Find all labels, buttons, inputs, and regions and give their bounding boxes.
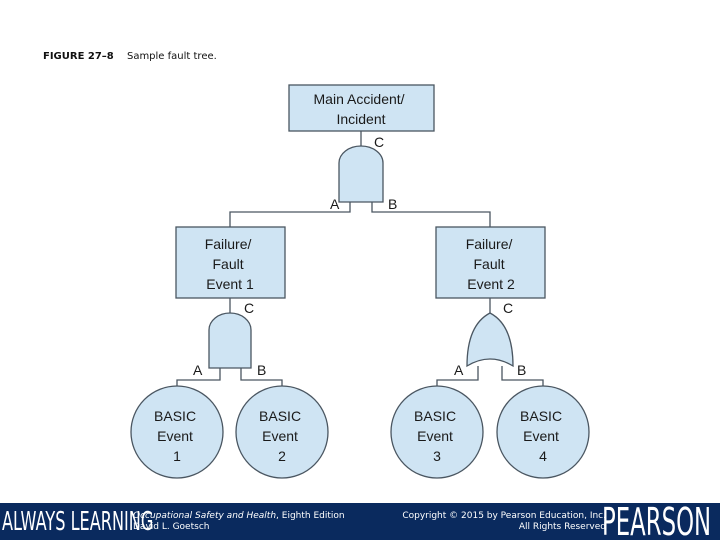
basic-event-4-line1: BASIC [520, 408, 563, 424]
left-event-line1: Failure/ [204, 236, 252, 252]
basic-event-3-line3: 3 [433, 448, 441, 464]
top-event-line2: Incident [336, 111, 386, 127]
right-event-line2: Fault [473, 256, 505, 272]
gate-top-input-b-label: B [388, 196, 398, 212]
left-event-line2: Fault [212, 256, 244, 272]
gate-left-input-b-label: B [257, 362, 267, 378]
book-edition: , Eighth Edition [276, 511, 345, 521]
top-event-line1: Main Accident/ [313, 91, 405, 107]
left-event-line3: Event 1 [206, 276, 254, 292]
basic-event-4-line2: Event [523, 428, 559, 444]
or-gate-right [467, 313, 513, 366]
pearson-logo: PEARSON [602, 500, 712, 544]
basic-event-4-line3: 4 [539, 448, 547, 464]
always-learning-logo: ALWAYS LEARNING [2, 507, 154, 537]
book-author: David L. Goetsch [133, 522, 210, 532]
gate-right-input-a-label: A [454, 362, 464, 378]
figure-label: FIGURE 27–8 [43, 51, 114, 62]
gate-left-input-a-label: A [193, 362, 203, 378]
copyright-text: Copyright © 2015 by Pearson Education, Inc. [402, 511, 606, 521]
basic-event-2-line1: BASIC [259, 408, 302, 424]
basic-event-1-line3: 1 [173, 448, 181, 464]
book-info [133, 511, 345, 533]
figure-title: Sample fault tree. [126, 51, 217, 62]
right-event-line1: Failure/ [465, 236, 513, 252]
basic-event-1-line2: Event [157, 428, 193, 444]
basic-event-3-line1: BASIC [414, 408, 457, 424]
rights-text: All Rights Reserved [518, 522, 606, 532]
book-title: Occupational Safety and Health [133, 511, 277, 521]
gate-right-input-b-label: B [517, 362, 527, 378]
and-gate-top [339, 146, 383, 202]
copyright-info [402, 511, 606, 533]
gate-right-output-label: C [503, 300, 514, 316]
gate-top-input-a-label: A [330, 196, 340, 212]
gate-left-output-label: C [244, 300, 255, 316]
basic-event-1-line1: BASIC [154, 408, 197, 424]
basic-event-2-line3: 2 [278, 448, 286, 464]
gate-top-output-label: C [374, 134, 385, 150]
basic-event-3-line2: Event [417, 428, 453, 444]
right-event-line3: Event 2 [467, 276, 515, 292]
basic-event-2-line2: Event [262, 428, 298, 444]
footer-bar [0, 500, 720, 544]
and-gate-left [209, 313, 251, 368]
